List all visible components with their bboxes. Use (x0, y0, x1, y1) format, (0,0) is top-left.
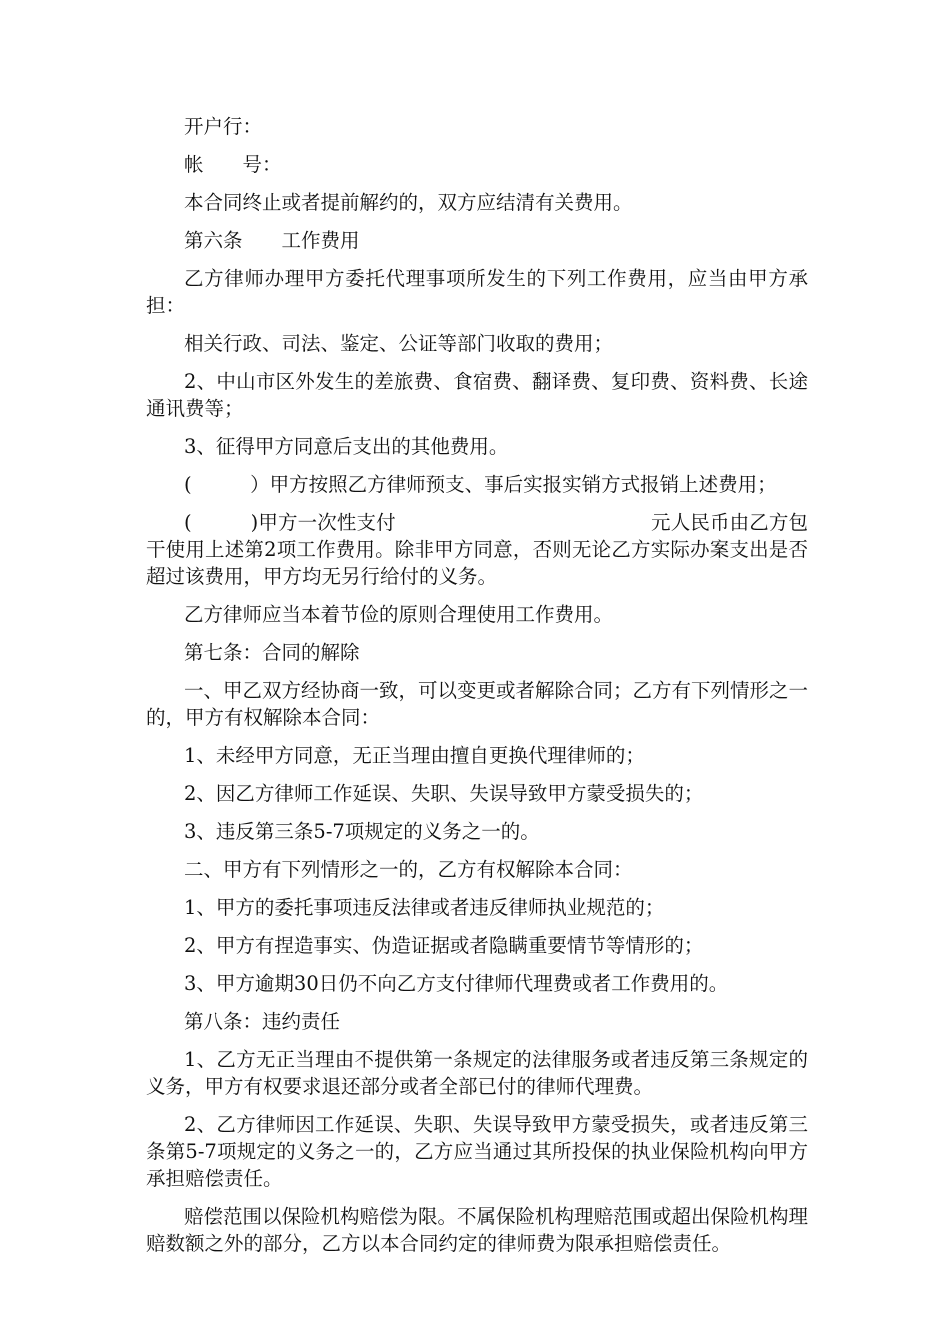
liability-item-1: 1、乙方无正当理由不提供第一条规定的法律服务或者违反第三条规定的义务，甲方有权要求退还部分或者全部已付的律师代理费。 (146, 1048, 808, 1098)
compensation-scope: 赔偿范围以保险机构赔偿为限。不属保险机构理赔范围或超出保险机构理赔数额之外的部分，乙方以本合同约定的律师费为限承担赔偿责任。 (146, 1205, 809, 1255)
article-6-heading: 第六条 工作费用 (184, 229, 360, 252)
article-7-heading: 第七条：合同的解除 (184, 641, 360, 664)
liability-item-2: 2、乙方律师因工作延误、失职、失误导致甲方蒙受损失，或者违反第三条第5-7项规定的义务之一的，乙方应当通过其所投保的执业保险机构向甲方承担赔偿责任。 (146, 1113, 808, 1190)
bank-name-line: 开户行： (184, 115, 263, 138)
work-expenses-intro: 乙方律师办理甲方委托代理事项所发生的下列工作费用，应当由甲方承担： (146, 267, 808, 317)
article-8-heading: 第八条：违约责任 (184, 1010, 341, 1033)
expense-item-1: 相关行政、司法、鉴定、公证等部门收取的费用； (184, 332, 614, 355)
expense-item-3: 3、征得甲方同意后支出的其他费用。 (184, 435, 509, 458)
termination-b-item-2: 2、甲方有捏造事实、伪造证据或者隐瞒重要情节等情形的； (184, 934, 704, 957)
expense-option-lump-sum: ( )甲方一次性支付 元人民币由乙方包干使用上述第2项工作费用。除非甲方同意，否则无论乙方实际办案支出是否超过该费用，甲方均无另行给付的义务。 (146, 511, 808, 588)
expense-option-reimburse: ( ）甲方按照乙方律师预支、事后实报实销方式报销上述费用； (184, 473, 777, 496)
account-number-line: 帐 号： (184, 153, 282, 176)
termination-by-party-b: 二、甲方有下列情形之一的，乙方有权解除本合同： (184, 858, 633, 881)
termination-a-item-1: 1、未经甲方同意，无正当理由擅自更换代理律师的； (184, 744, 645, 767)
termination-by-party-a: 一、甲乙双方经协商一致，可以变更或者解除合同；乙方有下列情形之一的，甲方有权解除本合同： (146, 679, 809, 729)
document-body (146, 113, 808, 1268)
termination-a-item-3: 3、违反第三条5-7项规定的义务之一的。 (184, 820, 540, 843)
frugal-use-clause: 乙方律师应当本着节俭的原则合理使用工作费用。 (184, 603, 614, 626)
termination-fee-clause: 本合同终止或者提前解约的，双方应结清有关费用。 (184, 191, 633, 214)
termination-b-item-1: 1、甲方的委托事项违反法律或者违反律师执业规范的； (184, 896, 665, 919)
expense-item-2: 2、中山市区外发生的差旅费、食宿费、翻译费、复印费、资料费、长途通讯费等； (146, 370, 808, 420)
termination-a-item-2: 2、因乙方律师工作延误、失职、失误导致甲方蒙受损失的； (184, 782, 704, 805)
termination-b-item-3: 3、甲方逾期30日仍不向乙方支付律师代理费或者工作费用的。 (184, 972, 729, 995)
